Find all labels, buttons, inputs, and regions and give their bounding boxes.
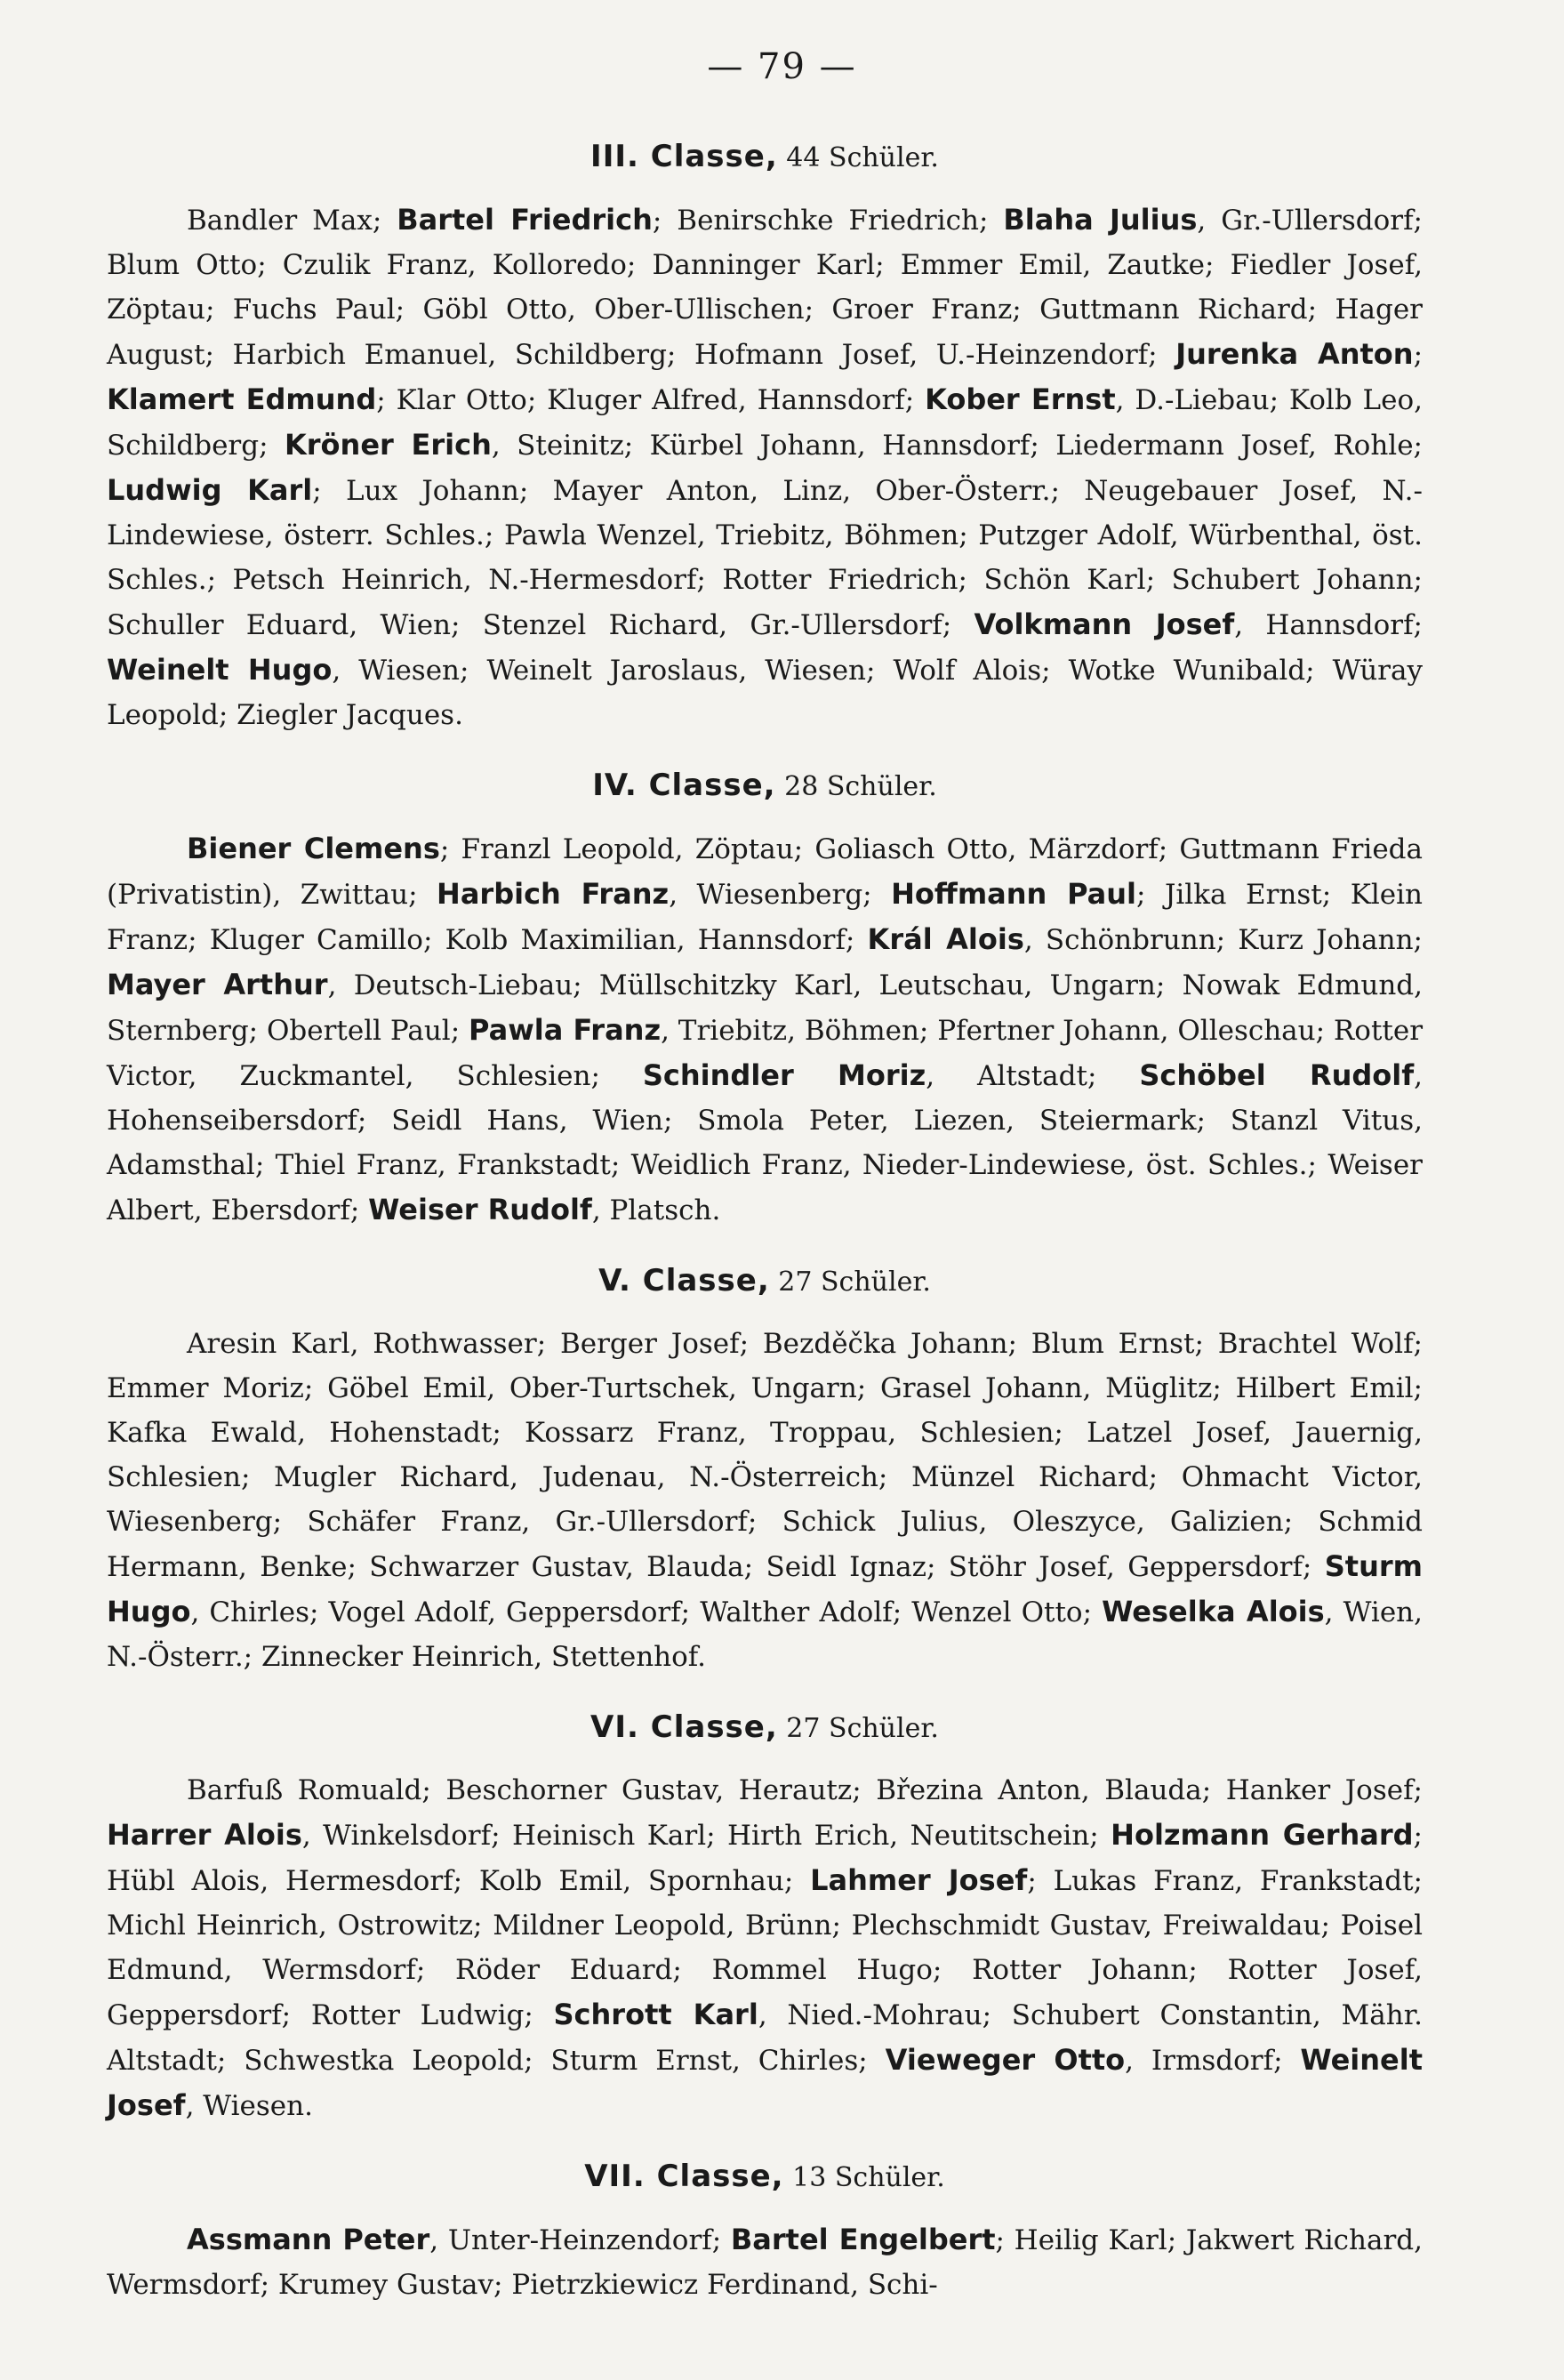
class-label: V. Classe, xyxy=(598,1263,770,1299)
student-text: , Wiesenberg; xyxy=(669,879,892,911)
student-text: , Gr.-Ullersdorf; Blum Otto; Czulik Franz, Kolloredo; Danninger Karl; Emmer Emil, Zautke; Fiedler Josef, Zöptau; Fuchs Paul; Göbl Otto, Ober-Ullischen; Groer Franz; Guttmann Richard; Hager August; Harbich Emanuel, Schildberg; Hofmann Josef, U.-Heinzendorf; xyxy=(107,205,1423,371)
class-section xyxy=(107,762,1423,1233)
class-heading xyxy=(107,133,1423,185)
class-heading xyxy=(107,2153,1423,2205)
student-text: ; Lux Johann; Mayer Anton, Linz, Ober-Österr.; Neugebauer Josef, N.-Lindewiese, österr. Schles.; Pawla Wenzel, Triebitz, Böhmen; Putzger Adolf, Würbenthal, öst. Schles.; Petsch Heinrich, N.-Hermesdorf; Rotter Friedrich; Schön Karl; Schubert Johann; Schuller Eduard, Wien; Stenzel Richard, Gr.-Ullersdorf; xyxy=(107,475,1423,641)
student-name-bold: Kröner Erich xyxy=(284,428,492,462)
student-text: Barfuß Romuald; Beschorner Gustav, Herautz; Březina Anton, Blauda; Hanker Josef; xyxy=(187,1774,1423,1806)
class-label: VI. Classe, xyxy=(590,1709,778,1745)
student-name-bold: Schindler Moriz xyxy=(642,1058,926,1092)
page-number: — 79 — xyxy=(707,46,857,87)
student-text: , Altstadt; xyxy=(926,1060,1140,1092)
student-name-bold: Hoffmann Paul xyxy=(891,877,1137,911)
student-text: , D.-Liebau; Kolb Leo, Schildberg; xyxy=(107,384,1424,462)
student-text: , Nied.-Mohrau; Schubert Constantin, Mähr. Altstadt; Schwestka Leopold; Sturm Ernst, Chirles; xyxy=(107,1999,1423,2077)
student-name-bold: Pawla Franz xyxy=(469,1013,662,1047)
student-text: ; xyxy=(1413,339,1424,371)
class-label: III. Classe, xyxy=(590,139,778,174)
student-name-bold: Schrott Karl xyxy=(553,1998,758,2031)
class-student-count: 27 Schüler. xyxy=(769,1266,931,1298)
student-list xyxy=(107,1768,1423,2128)
student-list xyxy=(107,1322,1423,1679)
student-name-bold: Blaha Julius xyxy=(1003,203,1198,237)
student-list xyxy=(107,826,1423,1233)
student-text: ; Heilig Karl; Jakwert Richard, Wermsdorf; Krumey Gustav; Pietrzkiewicz Ferdinand, Schi- xyxy=(107,2224,1424,2301)
class-section xyxy=(107,1704,1423,2128)
student-list xyxy=(107,197,1423,737)
student-name-bold: Harbich Franz xyxy=(437,877,670,911)
student-text: , Hohenseibersdorf; Seidl Hans, Wien; Smola Peter, Liezen, Steiermark; Stanzl Vitus, Adamsthal; Thiel Franz, Frankstadt; Weidlich Franz, Nieder-Lindewiese, öst. Schles.; Weiser Albert, Ebersdorf; xyxy=(107,1060,1424,1226)
student-name-bold: Kober Ernst xyxy=(925,382,1116,416)
class-heading xyxy=(107,1704,1423,1756)
student-name-bold: Ludwig Karl xyxy=(107,473,313,507)
student-list xyxy=(107,2217,1423,2307)
student-text: ; Benirschke Friedrich; xyxy=(652,205,1004,237)
student-name-bold: Bartel Engelbert xyxy=(730,2223,996,2256)
student-name-bold: Weinelt Josef xyxy=(107,2043,1423,2122)
student-text: , Schönbrunn; Kurz Johann; xyxy=(1023,924,1423,956)
class-lists xyxy=(107,133,1423,2332)
student-text: , Deutsch-Liebau; Müllschitzky Karl, Leutschau, Ungarn; Nowak Edmund, Sternberg; Obertell Paul; xyxy=(107,969,1423,1047)
student-text: Bandler Max; xyxy=(187,205,397,237)
student-name-bold: Biener Clemens xyxy=(187,832,440,865)
student-text: ; Hübl Alois, Hermesdorf; Kolb Emil, Spornhau; xyxy=(107,1820,1423,1897)
student-name-bold: Volkmann Josef xyxy=(974,607,1235,641)
student-text: ; Franzl Leopold, Zöptau; Goliasch Otto, Märzdorf; Guttmann Frieda (Privatistin), Zwittau; xyxy=(107,833,1424,911)
class-student-count: 27 Schüler. xyxy=(777,1713,939,1744)
student-text: Aresin Karl, Rothwasser; Berger Josef; Bezděčka Johann; Blum Ernst; Brachtel Wolf; Emmer Moriz; Göbel Emil, Ober-Turtschek, Ungarn; Grasel Johann, Müglitz; Hilbert Emil; Kafka Ewald, Hohenstadt; Kossarz Franz, Troppau, Schlesien; Latzel Josef, Jauernig, Schlesien; Mugler Richard, Judenau, N.-Österreich; Münzel Richard; Ohmacht Victor, Wiesenberg; Schäfer Franz, Gr.-Ullersdorf; Schick Julius, Oleszyce, Galizien; Schmid Hermann, Benke; Schwarzer Gustav, Blauda; Seidl Ignaz; Stöhr Josef, Geppersdorf; xyxy=(107,1328,1423,1583)
student-text: , Wien, N.-Österr.; Zinnecker Heinrich, Stettenhof. xyxy=(107,1596,1424,1673)
student-text: , Steinitz; Kürbel Johann, Hannsdorf; Liedermann Josef, Rohle; xyxy=(491,430,1423,462)
student-name-bold: Sturm Hugo xyxy=(107,1549,1423,1628)
class-section xyxy=(107,1258,1423,1679)
class-label: VII. Classe, xyxy=(584,2159,784,2194)
student-text: , Irmsdorf; xyxy=(1125,2045,1301,2077)
student-text: , Triebitz, Böhmen; Pfertner Johann, Olleschau; Rotter Victor, Zuckmantel, Schlesien; xyxy=(107,1015,1424,1092)
student-text: , Chirles; Vogel Adolf, Geppersdorf; Walther Adolf; Wenzel Otto; xyxy=(190,1596,1103,1628)
student-name-bold: Weselka Alois xyxy=(1102,1595,1325,1628)
student-name-bold: Jurenka Anton xyxy=(1175,337,1414,371)
student-name-bold: Mayer Arthur xyxy=(107,968,328,1001)
class-section xyxy=(107,133,1423,737)
student-name-bold: Král Alois xyxy=(867,922,1024,956)
student-text: , Wiesen; Weinelt Jaroslaus, Wiesen; Wolf Alois; Wotke Wunibald; Würay Leopold; Ziegler Jacques. xyxy=(107,655,1423,731)
student-name-bold: Harrer Alois xyxy=(107,1818,302,1852)
class-heading xyxy=(107,762,1423,814)
student-text: ; Lukas Franz, Frankstadt; Michl Heinrich, Ostrowitz; Mildner Leopold, Brünn; Plechschmidt Gustav, Freiwaldau; Poisel Edmund, Wermsdorf; Röder Eduard; Rommel Hugo; Rotter Johann; Rotter Josef, Geppersdorf; Rotter Ludwig; xyxy=(107,1865,1423,2031)
student-name-bold: Klamert Edmund xyxy=(107,382,377,416)
student-text: , Winkelsdorf; Heinisch Karl; Hirth Erich, Neutitschein; xyxy=(301,1820,1111,1852)
class-heading xyxy=(107,1258,1423,1309)
student-text: , Hannsdorf; xyxy=(1234,609,1424,641)
class-label: IV. Classe, xyxy=(592,768,776,803)
student-name-bold: Lahmer Josef xyxy=(810,1863,1028,1897)
class-student-count: 13 Schüler. xyxy=(783,2162,945,2193)
student-name-bold: Assmann Peter xyxy=(187,2223,430,2256)
student-text: , Platsch. xyxy=(591,1194,721,1226)
student-name-bold: Weiser Rudolf xyxy=(368,1193,592,1226)
student-name-bold: Bartel Friedrich xyxy=(397,203,653,237)
student-name-bold: Vieweger Otto xyxy=(885,2043,1126,2077)
class-student-count: 28 Schüler. xyxy=(775,771,937,802)
student-text: , Unter-Heinzendorf; xyxy=(429,2224,731,2256)
student-name-bold: Holzmann Gerhard xyxy=(1111,1818,1414,1852)
student-text: ; Jilka Ernst; Klein Franz; Kluger Camillo; Kolb Maximilian, Hannsdorf; xyxy=(107,879,1423,956)
student-text: ; Klar Otto; Kluger Alfred, Hannsdorf; xyxy=(376,384,926,416)
class-section xyxy=(107,2153,1423,2307)
student-text: , Wiesen. xyxy=(185,2090,313,2122)
student-name-bold: Weinelt Hugo xyxy=(107,653,333,687)
class-student-count: 44 Schüler. xyxy=(777,142,939,173)
student-name-bold: Schöbel Rudolf xyxy=(1139,1058,1415,1092)
